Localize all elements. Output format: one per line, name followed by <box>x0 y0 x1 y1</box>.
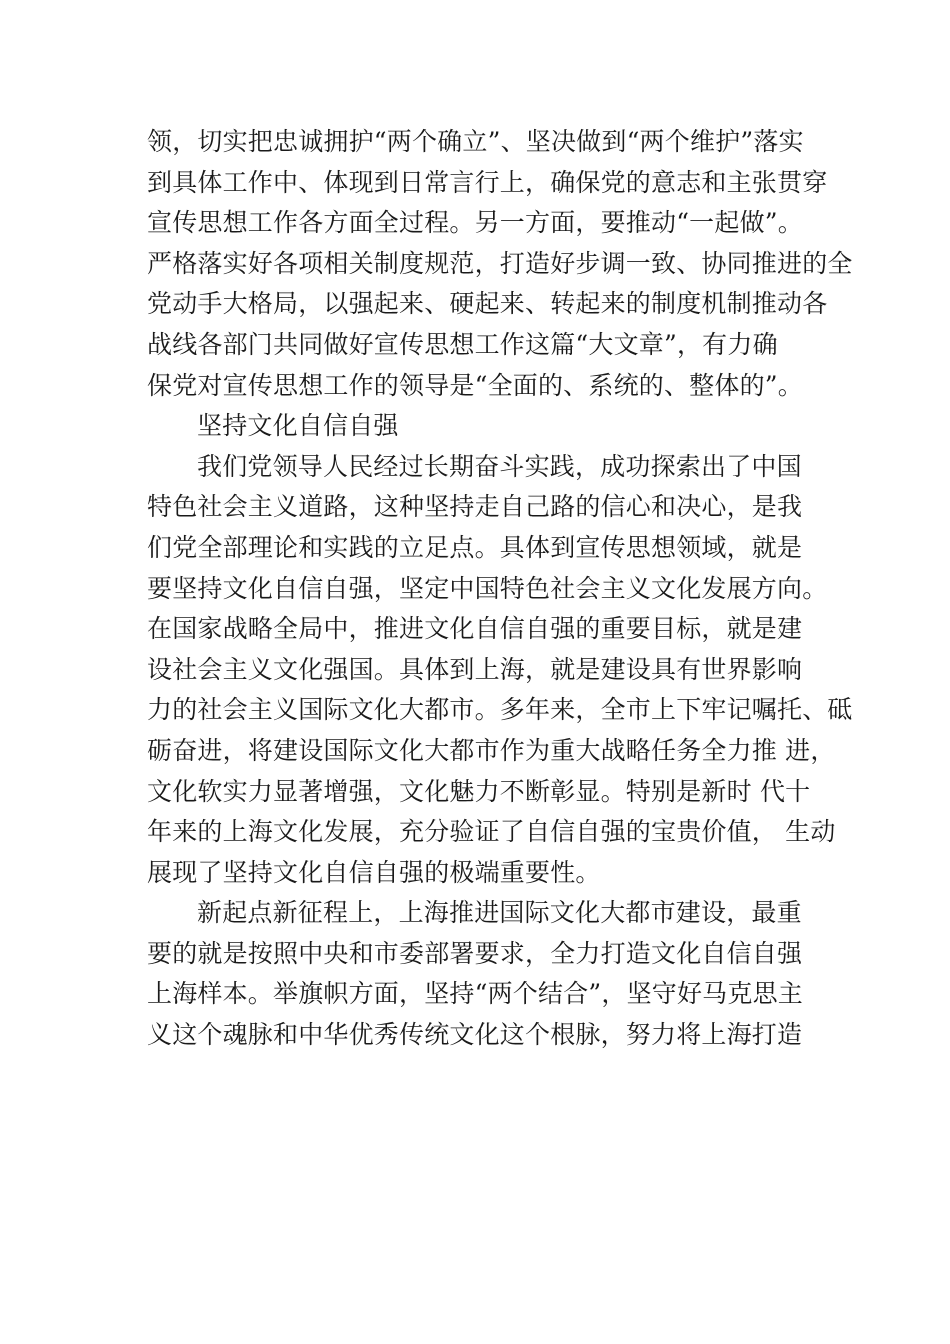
document-body <box>147 122 853 1056</box>
text-line-2: 到具体工作中、体现到日常言行上，确保党的意志和主张贯穿 <box>147 167 828 197</box>
text-line-17: 文化软实力显著增强，文化魅力不断彰显。特别是新时 代十 <box>147 776 811 806</box>
text-line-10: 特色社会主义道路，这种坚持走自己路的信心和决心，是我 <box>147 492 803 522</box>
text-line-16: 砺奋进，将建设国际文化大都市作为重大战略任务全力推 进， <box>147 735 836 765</box>
text-line-9: 我们党领导人民经过长期奋斗实践，成功探索出了中国 <box>197 451 802 481</box>
text-line-20: 新起点新征程上，上海推进国际文化大都市建设，最重 <box>197 898 802 928</box>
text-line-23: 义这个魂脉和中华优秀传统文化这个根脉，努力将上海打造 <box>147 1020 803 1050</box>
text-line-7: 保党对宣传思想工作的领导是“全面的、系统的、整体的”。 <box>147 370 803 400</box>
text-line-19: 展现了坚持文化自信自强的极端重要性。 <box>147 857 601 887</box>
text-line-3: 宣传思想工作各方面全过程。另一方面，要推动“一起做”。 <box>147 208 803 238</box>
text-line-18: 年来的上海文化发展，充分验证了自信自强的宝贵价值， 生动 <box>147 817 836 847</box>
text-line-13: 在国家战略全局中，推进文化自信自强的重要目标，就是建 <box>147 614 803 644</box>
text-line-4: 严格落实好各项相关制度规范，打造好步调一致、协同推进的全 <box>147 248 853 278</box>
text-line-5: 党动手大格局，以强起来、硬起来、转起来的制度机制推动各 <box>147 289 828 319</box>
text-line-6: 战线各部门共同做好宣传思想工作这篇“大文章”，有力确 <box>147 329 778 359</box>
text-line-15: 力的社会主义国际文化大都市。多年来，全市上下牢记嘱托、砥 <box>147 695 853 725</box>
text-line-1: 领，切实把忠诚拥护“两个确立”、坚决做到“两个维护”落实 <box>147 127 804 156</box>
text-line-11: 们党全部理论和实践的立足点。具体到宣传思想领域，就是 <box>147 532 803 562</box>
text-line-14: 设社会主义文化强国。具体到上海，就是建设具有世界影响 <box>147 654 803 684</box>
section-heading: 坚持文化自信自强 <box>197 411 399 441</box>
text-line-12: 要坚持文化自信自强，坚定中国特色社会主义文化发展方向。 <box>147 573 828 603</box>
text-line-22: 上海样本。举旗帜方面，坚持“两个结合”，坚守好马克思主 <box>147 979 803 1009</box>
text-line-21: 要的就是按照中央和市委部署要求，全力打造文化自信自强 <box>147 938 803 968</box>
